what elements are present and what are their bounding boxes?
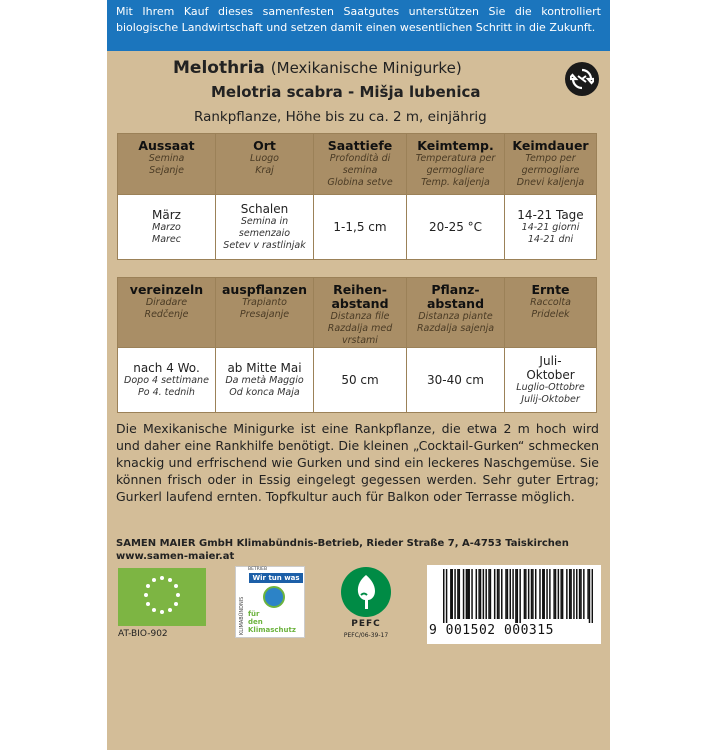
barcode-bar xyxy=(467,569,468,619)
barcode-bar xyxy=(539,569,540,619)
value-label: Juli- Oktober xyxy=(526,354,575,382)
barcode-bar xyxy=(532,569,533,619)
klima-side-label: KLIMABÜNDNIS xyxy=(239,596,245,635)
value-translation: Po 4. tednih xyxy=(138,387,195,398)
header-translation: semina xyxy=(342,165,378,176)
table-header-cell xyxy=(118,278,216,348)
header-translation: vrstami xyxy=(342,335,378,346)
header-translation: Temp. kaljenja xyxy=(421,177,490,188)
value-label: 20-25 °C xyxy=(428,220,483,234)
table-header-cell xyxy=(505,278,597,348)
barcode-bar xyxy=(451,569,452,619)
header-label: Keimdauer xyxy=(512,138,589,153)
barcode-number: 9 001502 000315 xyxy=(429,623,554,638)
barcode-bar xyxy=(583,569,584,619)
barcode-bar xyxy=(512,569,513,619)
value-label: 50 cm xyxy=(341,373,379,387)
barcode-bar xyxy=(507,569,508,619)
value-translation: Luglio-Ottobre xyxy=(516,382,585,393)
value-label: 30-40 cm xyxy=(427,373,484,387)
table-value-cell xyxy=(505,195,597,260)
barcode-bar xyxy=(531,569,532,619)
header-label: Aussaat xyxy=(138,138,195,153)
table-value-cell xyxy=(216,348,314,413)
barcode-bar xyxy=(446,569,447,623)
barcode-bar xyxy=(510,569,511,619)
barcode-bar xyxy=(497,569,498,619)
plant-description: Die Mexikanische Minigurke ist eine Rankpflanze, die etwa 2 m hoch wird und daher eine Rankhilfe benötigt. Die kleinen „Cocktail-Gurken“ schmecken knackig und erfrischend wie Gurken und sind ein leckeres Naschgemüse. Sie können frisch oder in Essig eingelegt gegessen werden. Sehr guter Ertrag; Gurkerl laufend ernten. Topfkultur auch für Balkon oder Terrasse möglich. xyxy=(116,421,599,504)
barcode-bar xyxy=(546,569,547,619)
header-label: Ort xyxy=(253,138,276,153)
header-translation: Luogo xyxy=(250,153,279,164)
barcode-bar xyxy=(478,569,479,619)
pefc-label: PEFC xyxy=(351,619,381,629)
barcode-bar xyxy=(443,569,444,623)
barcode-bar xyxy=(525,569,526,619)
header-translation: Profondità di xyxy=(329,153,391,164)
table-value-cell xyxy=(505,348,597,413)
barcode-bar xyxy=(535,569,536,619)
value-label: 14-21 Tage xyxy=(517,208,584,222)
table-value-row xyxy=(118,195,597,260)
barcode-bar xyxy=(555,569,556,619)
value-translation: 14-21 giorni xyxy=(521,222,580,233)
value-translation: Marzo xyxy=(152,222,181,233)
header-translation: Redčenje xyxy=(144,309,189,320)
value-translation: Setev v rastlinjak xyxy=(223,240,306,251)
header-translation: Razdalja sajenja xyxy=(416,323,495,334)
recycle-icon xyxy=(565,62,599,96)
value-label: 1-1,5 cm xyxy=(333,220,387,234)
header-translation: Trapianto xyxy=(242,297,287,308)
value-translation: Marec xyxy=(152,234,181,245)
klima-top-label: BETRIEB xyxy=(248,567,268,572)
company-address-line: SAMEN MAIER GmbH Klimabündnis-Betrieb, Rieder Straße 7, A-4753 Taiskirchen xyxy=(116,538,569,549)
info-banner: Mit Ihrem Kauf dieses samenfesten Saatgutes unterstützen Sie die kontrolliert biologische Landwirtschaft und setzen damit einen wesentlichen Schritt in die Zukunft. xyxy=(107,0,610,51)
table-value-cell xyxy=(407,348,505,413)
value-translation: semenzaio xyxy=(238,228,291,239)
header-translation: Sejanje xyxy=(149,165,184,176)
pefc-tree-icon xyxy=(341,567,391,617)
header-translation: Semina xyxy=(148,153,185,164)
value-translation: Od konca Maja xyxy=(229,387,300,398)
barcode-bar xyxy=(589,569,590,623)
barcode-bar xyxy=(498,569,499,619)
value-label: nach 4 Wo. xyxy=(133,361,200,375)
eu-organic-leaf-icon xyxy=(118,568,206,626)
table-header-cell xyxy=(118,134,216,195)
barcode-bar xyxy=(553,569,554,619)
header-translation: Kraj xyxy=(255,165,274,176)
barcode-bar xyxy=(505,569,506,619)
barcode-bar xyxy=(576,569,577,619)
value-label: ab Mitte Mai xyxy=(227,361,302,375)
header-translation: Globina setve xyxy=(327,177,393,188)
product-title xyxy=(173,58,462,78)
table-header-cell xyxy=(314,134,407,195)
barcode xyxy=(427,565,601,644)
barcode-bar xyxy=(549,569,550,619)
barcode-bar xyxy=(517,569,518,623)
barcode-bar xyxy=(471,569,472,619)
barcode-bar xyxy=(566,569,567,619)
header-translation: Distanza piante xyxy=(418,311,493,322)
barcode-bar xyxy=(592,569,593,623)
header-translation: Temperatura per xyxy=(415,153,496,164)
barcode-bar xyxy=(457,569,458,619)
klimabuendnis-logo xyxy=(235,566,305,638)
header-translation: Raccolta xyxy=(530,297,571,308)
value-translation: Dopo 4 settimane xyxy=(124,375,209,386)
value-label: März xyxy=(152,208,181,222)
barcode-bar xyxy=(468,569,469,619)
table-header-cell xyxy=(314,278,407,348)
barcode-bar xyxy=(528,569,529,619)
barcode-bar xyxy=(450,569,451,619)
plant-description-line: Rankpflanze, Höhe bis zu ca. 2 m, einjährig xyxy=(194,109,487,125)
product-common-name: (Mexikanische Minigurke) xyxy=(270,59,462,77)
table-header-cell xyxy=(407,134,505,195)
header-translation: Razdalja med xyxy=(327,323,393,334)
header-label: auspflanzen xyxy=(222,282,307,297)
barcode-bar xyxy=(490,569,491,619)
barcode-bar xyxy=(524,569,525,619)
header-translation: Pridelek xyxy=(531,309,570,320)
barcode-bar xyxy=(542,569,543,619)
barcode-bar xyxy=(488,569,489,619)
company-website: www.samen-maier.at xyxy=(116,551,235,562)
pefc-code: PEFC/06-39-17 xyxy=(343,632,389,639)
barcode-bar xyxy=(480,569,481,619)
barcode-bar xyxy=(515,569,516,623)
value-translation: Da metà Maggio xyxy=(225,375,304,386)
klima-text: für den Klimaschutz xyxy=(248,610,296,634)
header-label: Saattiefe xyxy=(327,138,393,153)
header-label: vereinzeln xyxy=(129,282,204,297)
barcode-bar xyxy=(570,569,571,619)
header-label: Ernte xyxy=(531,282,570,297)
value-translation: 14-21 dni xyxy=(527,234,574,245)
table-value-row xyxy=(118,348,597,413)
table-header-cell xyxy=(216,278,314,348)
barcode-bar xyxy=(459,569,460,619)
globe-icon xyxy=(263,586,285,608)
table-value-cell xyxy=(118,348,216,413)
barcode-bar xyxy=(494,569,495,619)
value-translation: Julij-Oktober xyxy=(521,394,580,405)
planting-table xyxy=(117,277,597,413)
barcode-bar xyxy=(454,569,455,619)
table-header-cell xyxy=(407,278,505,348)
table-value-cell xyxy=(314,348,407,413)
barcode-bar xyxy=(579,569,580,619)
seed-packet-back xyxy=(107,0,610,750)
header-translation: Dnevi kaljenja xyxy=(516,177,585,188)
header-translation: Presajanje xyxy=(239,309,290,320)
table-value-cell xyxy=(216,195,314,260)
klima-headline: Wir tun was xyxy=(249,573,303,583)
barcode-bar xyxy=(580,569,581,619)
table-header-row xyxy=(118,134,597,195)
barcode-bar xyxy=(558,569,559,619)
table-value-cell xyxy=(314,195,407,260)
barcode-bar xyxy=(483,569,484,619)
product-name: Melothria xyxy=(173,58,265,78)
header-translation: Distanza file xyxy=(330,311,390,322)
barcode-bar xyxy=(476,569,477,619)
table-value-cell xyxy=(407,195,505,260)
table-header-cell xyxy=(505,134,597,195)
barcode-bar xyxy=(466,569,467,619)
barcode-bars xyxy=(443,569,593,623)
barcode-bar xyxy=(463,569,464,619)
barcode-bar xyxy=(519,569,520,623)
eu-organic-code: AT-BIO-902 xyxy=(118,629,168,639)
company-address xyxy=(116,537,569,563)
barcode-bar xyxy=(573,569,574,619)
header-translation: Tempo per xyxy=(525,153,576,164)
table-value-cell xyxy=(118,195,216,260)
barcode-bar xyxy=(562,569,563,619)
header-label: Reihen- abstand xyxy=(331,282,389,311)
table-header-cell xyxy=(216,134,314,195)
header-label: Keimtemp. xyxy=(417,138,494,153)
value-label: Schalen xyxy=(240,202,289,216)
header-translation: Diradare xyxy=(145,297,188,308)
barcode-bar xyxy=(543,569,544,619)
value-translation: Semina in xyxy=(240,216,289,227)
barcode-bar xyxy=(587,569,588,619)
product-subtitle: Melotria scabra - Mišja lubenica xyxy=(211,83,481,101)
barcode-bar xyxy=(485,569,486,619)
barcode-bar xyxy=(560,569,561,619)
barcode-bar xyxy=(569,569,570,619)
sowing-table xyxy=(117,133,597,260)
header-label: Pflanz- abstand xyxy=(426,282,485,311)
header-translation: germogliare xyxy=(426,165,485,176)
header-translation: germogliare xyxy=(521,165,580,176)
table-header-row xyxy=(118,278,597,348)
barcode-bar xyxy=(501,569,502,619)
